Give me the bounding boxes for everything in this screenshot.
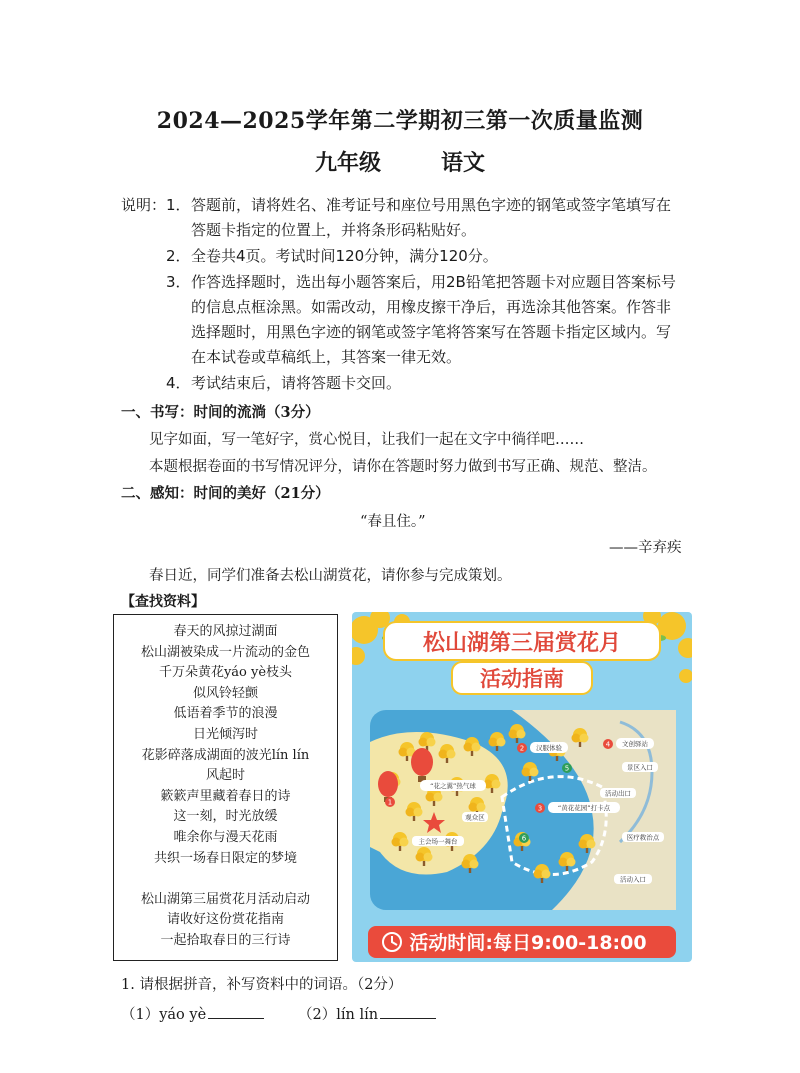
- activity-guide-map: [352, 612, 692, 962]
- spot-label-2: 汉服体验: [536, 744, 562, 752]
- instruction-line: 在本试卷或草稿纸上，其答案一律无效。: [191, 348, 462, 366]
- poem-line: 唯余你与漫天花雨: [173, 829, 278, 845]
- instruction-num-2: 2．: [166, 247, 191, 265]
- poem-line: 风起时: [205, 768, 245, 784]
- instruction-line: 答题前，请将姓名、准考证号和座位号用黑色字迹的钢笔或签字笔填写在: [191, 196, 672, 214]
- instruction-line: 作答选择题时，选出每小题答案后，用2B铅笔把答题卡对应题目答案标号: [191, 273, 676, 291]
- exam-title: 2024—2025学年第二学期初三第一次质量监测: [156, 108, 644, 134]
- spot-label-4: 文创驿站: [622, 740, 648, 748]
- map-title-line1: 松山湖第三届赏花月: [422, 631, 622, 656]
- poem-line: 似风铃轻颤: [192, 685, 258, 701]
- activity-time: 活动时间:每日9:00-18:00: [409, 932, 647, 954]
- question1-part1: [121, 1004, 264, 1025]
- instruction-line: 考试结束后，请将答题卡交回。: [191, 374, 402, 392]
- poem-line: 一起拾取春日的三行诗: [160, 932, 291, 948]
- part1-label: （1）yáo yè: [121, 1007, 207, 1023]
- spot-label-3: “黄花花园”打卡点: [557, 804, 611, 812]
- instruction-num-3: 3．: [166, 273, 191, 291]
- spot-label-1: “花之翼”热气球: [430, 782, 476, 790]
- place-label: 观众区: [465, 813, 485, 822]
- question1-part2: [298, 1004, 436, 1025]
- spot-num-1: 1: [387, 798, 393, 807]
- poem-box: [113, 614, 338, 961]
- instruction-line: 的信息点框涂黑。如需改动，用橡皮擦干净后，再选涂其他答案。作答非: [191, 298, 672, 316]
- exam-subtitle: [0, 146, 800, 177]
- instruction-line: 答题卡指定的位置上，并将条形码粘贴好。: [191, 221, 477, 239]
- place-label: 医疗救治点: [626, 833, 660, 842]
- grade-label: 九年级: [314, 150, 381, 176]
- subject-label: 语文: [441, 150, 486, 176]
- poem-line: 花影碎落成湖面的波光lín lín: [141, 747, 310, 763]
- spot-num-5: 5: [564, 764, 570, 773]
- poem-line: 春天的风掠过湖面: [173, 624, 278, 639]
- poem-line: 请收好这份赏花指南: [166, 912, 284, 928]
- instruction-line: 全卷共4页。考试时间120分钟，满分120分。: [191, 247, 498, 265]
- poem-line: 松山湖被染成一片流动的金色: [140, 644, 310, 660]
- place-label: 活动出口: [605, 789, 631, 798]
- section2-intro: 春日近，同学们准备去松山湖赏花，请你参与完成策划。: [149, 568, 512, 584]
- poem-line: [114, 869, 337, 890]
- poem-line: 簌簌声里藏着春日的诗: [160, 788, 291, 804]
- instruction-num-1: 1．: [166, 196, 191, 214]
- place-label: 活动入口: [620, 875, 646, 884]
- part2-label: （2）lín lín: [298, 1007, 379, 1023]
- section2-heading: 二、感知：时间的美好（21分）: [121, 485, 330, 502]
- resource-label: 【查找资料】: [121, 594, 205, 610]
- spot-num-3: 3: [537, 804, 543, 813]
- spot-num-2: 2: [519, 744, 525, 753]
- map-title-line2: 活动指南: [480, 667, 564, 691]
- spot-num-6: 6: [521, 834, 527, 843]
- poem-line: 这一刻，时光放缓: [173, 809, 278, 825]
- instruction-num-4: 4．: [166, 374, 191, 392]
- poem-line: 日光倾泻时: [192, 726, 258, 742]
- section1-line: 本题根据卷面的书写情况评分，请你在答题时努力做到书写正确、规范、整洁。: [149, 459, 657, 475]
- poem-line: 共织一场春日限定的梦境: [153, 850, 297, 866]
- section1-line: 见字如面，写一笔好字，赏心悦目，让我们一起在文字中徜徉吧……: [149, 432, 584, 448]
- poem-line: 千万朵黄花yáo yè枝头: [158, 665, 293, 681]
- quote: “春且住。”: [360, 514, 426, 530]
- answer-blank-1[interactable]: [208, 1004, 264, 1019]
- place-label: 主会场一舞台: [418, 837, 458, 846]
- instruction-line: 选择题时，用黑色字迹的钢笔或签字笔将答案写在答题卡指定区域内。写: [191, 323, 672, 341]
- spot-num-4: 4: [605, 740, 611, 749]
- quote-author: ——辛弃疾: [609, 540, 682, 556]
- instructions-label: 说明：: [121, 196, 167, 214]
- question1-stem: 1. 请根据拼音，补写资料中的词语。（2分）: [121, 977, 403, 993]
- poem-line: 松山湖第三届赏花月活动启动: [140, 891, 310, 907]
- answer-blank-2[interactable]: [380, 1004, 436, 1019]
- place-label: 景区入口: [627, 763, 653, 772]
- poem-line: 低语着季节的浪漫: [173, 706, 278, 722]
- section1-heading: 一、书写：时间的流淌（3分）: [121, 404, 320, 421]
